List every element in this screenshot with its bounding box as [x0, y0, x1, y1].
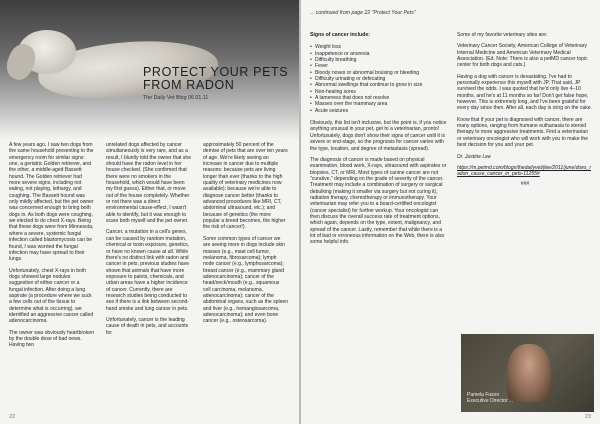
title-line-2: FROM RADON: [143, 78, 235, 92]
paragraph: A few years ago, I saw two dogs from the same household presenting to the emergency room for similar signs: one, a geriatric Golden retriever, and the other, a middle-aged Bassett hound. The Golden retriever had more severe signs, including not eating, not playing, lethargy, and coughing. The Bassett hound was only mildly affected, but the pet owner was concerned enough to bring both dogs in. As both dogs were coughing, we elected to do chest X-rays. Being that these dogs were from Minnesota, where a severe, systemic fungal infection called blastomycosis can be found, I was worried the fungal infection may have spread to their lungs.: [9, 142, 94, 263]
paragraph: Veterinary Cancer Society, American College of Veterinary Internal Medicine and American Veterinary Medical Association. (Ed. Note: There is also a petMD cancer topic center for both dogs and cats.): [457, 43, 588, 69]
list-item: • Acute seizures: [310, 108, 448, 114]
list-item: • Bloody noses or abnormal bruising or bleeding: [310, 70, 448, 76]
page-number-right: 23: [584, 414, 591, 420]
list-item: • A lameness that does not resolve: [310, 95, 448, 101]
title-line-1: PROTECT YOUR PETS: [143, 65, 289, 79]
end-mark: ###: [520, 180, 530, 187]
paragraph: Unfortunately, chest X-rays in both dogs showed large nodules suggestive of either cancer or a fungal infection. After doing a lung aspirate (a procedure where we suck a few cells out of the tissue to determine what is occurring), we identified an aggressive cancer called adenocarcinoma.: [9, 267, 94, 325]
list-item: • Weight loss: [310, 44, 448, 50]
author-signature: Dr. Justine Lee: [457, 153, 491, 160]
paragraph: Know that if your pet is diagnosed with cancer, there are many options, ranging from humane euthanasia to steroid therapy to more aggressive treatments. Find a veterinarian or veterinary oncologist who will work with you to make the best decision for you and your pet.: [457, 116, 589, 149]
right-page: [301, 0, 600, 424]
right-column-1: [310, 32, 448, 251]
video-caption-line-1: Pamela Fuson: [467, 392, 500, 398]
paragraph: unrelated dogs affected by cancer simultaneously is very rare, and as a result, I bluntly told the owner that she should have the radon level in her house checked. (She confirmed that there were no smokers in the household, which would have been my first guess). Either that, or move out of the house completely. Whether or not there was a direct environmental cause-effect, I wasn't able to identify, but it was enough to scare both myself and the pet owner.: [106, 142, 192, 225]
paragraph: The diagnosis of cancer is made based on physical examination, blood work, X-rays, ultrasound with aspirates or biopsies, CT, or MRI. Most types of canine cancer are not "curative," depending on the grade of severity of the cancer. Treatment may include a combination of surgery or surgical debulking (making it smaller via surgery but not curing it), radiation therapy, chemotherapy or immunotherapy. Your veterinarian may refer you to a board-certified oncologist (cancer specialist) for further workup. Your oncologist can then discuss the overall success rate of treatment options, which again, depends on the type, extent, malignancy, and spread of the cancer. Lastly, remember that while there is a lot of bad or erroneous information on the Web, there is also some helpful info.: [310, 156, 447, 246]
paragraph: The owner was obviously heartbroken by the double dose of bad news. Having two: [9, 329, 95, 349]
page-number-left: 22: [9, 414, 16, 420]
person-figure: [507, 344, 551, 402]
video-still[interactable]: [461, 334, 594, 412]
article-byline: The Daily Vet Blog 06.01.11: [143, 95, 209, 101]
left-column-2: [106, 142, 191, 341]
left-page: [0, 0, 299, 424]
video-caption: [467, 392, 513, 404]
article-title-block: [143, 66, 295, 101]
article-title: [143, 66, 295, 92]
source-link[interactable]: https://m.petmd.com/blogs/thedailyvet/jlee/2011/june/does_radon_cause_cancer_in_pets-11255#: [457, 164, 592, 178]
left-column-1: [9, 142, 94, 354]
left-column-3: [203, 142, 288, 330]
list-item: • Difficulty breathing: [310, 57, 448, 63]
continued-note: ... continued from page 22 "Protect Your Pets": [310, 10, 416, 16]
list-item: • Difficulty urinating or defecating: [310, 76, 448, 82]
paragraph: Unfortunately, cancer is the leading cause of death in pets, and accounts for: [106, 316, 189, 336]
list-item: • Abnormal swellings that continue to grow in size: [310, 82, 448, 88]
paragraph: Some of my favorite veterinary sites are:: [457, 32, 548, 38]
signs-heading: Signs of cancer include:: [310, 32, 370, 38]
list-item: • Masses over the mammary area: [310, 101, 448, 107]
paragraph: Having a dog with cancer is devastating. I've had to personally experience this myself with JP. That said, JP survived the odds. I was quoted that he'd only live 4–10 months, and he's at 11 months so far! Don't get false hope, however. This is extremely long, and I've been grateful for every day since then. After all, each day is icing on the cake.: [457, 73, 592, 112]
signs-list: [310, 44, 448, 114]
list-item: • Non-healing sores: [310, 89, 448, 95]
paragraph: Obviously, this list isn't inclusive, but the point is, if you notice anything unusual in your pet, get to a veterinarian, pronto! Unfortunately, dogs don't show their signs of cancer until it is severe or end-stage, so the prognosis for cancer varies with the type, location, and degree of metastasis (spread).: [310, 120, 447, 152]
paragraph: Some common types of cancer we are seeing more in dogs include skin masses (e.g., mast cell tumor, melanoma, fibrosarcoma); lymph node cancer (e.g., lymphosarcoma); breast cancer (e.g., mammary gland adenocarcinoma); cancer of the head/neck/mouth (e.g., squamous cell carcinoma, melanoma, adenocarcinoma); cancer of the abdominal organs, such as the spleen and liver (e.g., hemangiosarcoma, adenocarcinoma); and even bone cancer (e.g., osteosarcoma).: [203, 235, 289, 325]
list-item: • Fever: [310, 63, 448, 69]
paragraph: Cancer, a mutation in a cell's genes, can be caused by random mutation, chemical or toxin exposure, genetics, or have no known cause at all. While there's no distinct link with radon and cancer in pets, previous studies have shown that animals that have more exposure to paints, chemicals, and urban areas have a higher incidence of cancer. Currently, there are research studies being conducted to see if there is a link between second-hand smoke and lung cancer in pets.: [106, 229, 190, 312]
list-item: • Inappetence or anorexia: [310, 51, 448, 57]
video-caption-line-2: Executive Director ...: [467, 398, 514, 404]
right-column-2: [457, 32, 593, 187]
paragraph: approximately 50 percent of the demise of pets that are over ten years of age. We're likely seeing an increase in cancer due to multiple reasons: because pets are living longer than ever (thanks to the high quality of veterinary medicines now available); because we're able to diagnose cancer better (thanks to advanced procedures like MRI, CT, abdominal ultrasound, etc.); and because of genetics (the more popular a breed becomes, the higher the risk of cancer!).: [203, 142, 288, 231]
